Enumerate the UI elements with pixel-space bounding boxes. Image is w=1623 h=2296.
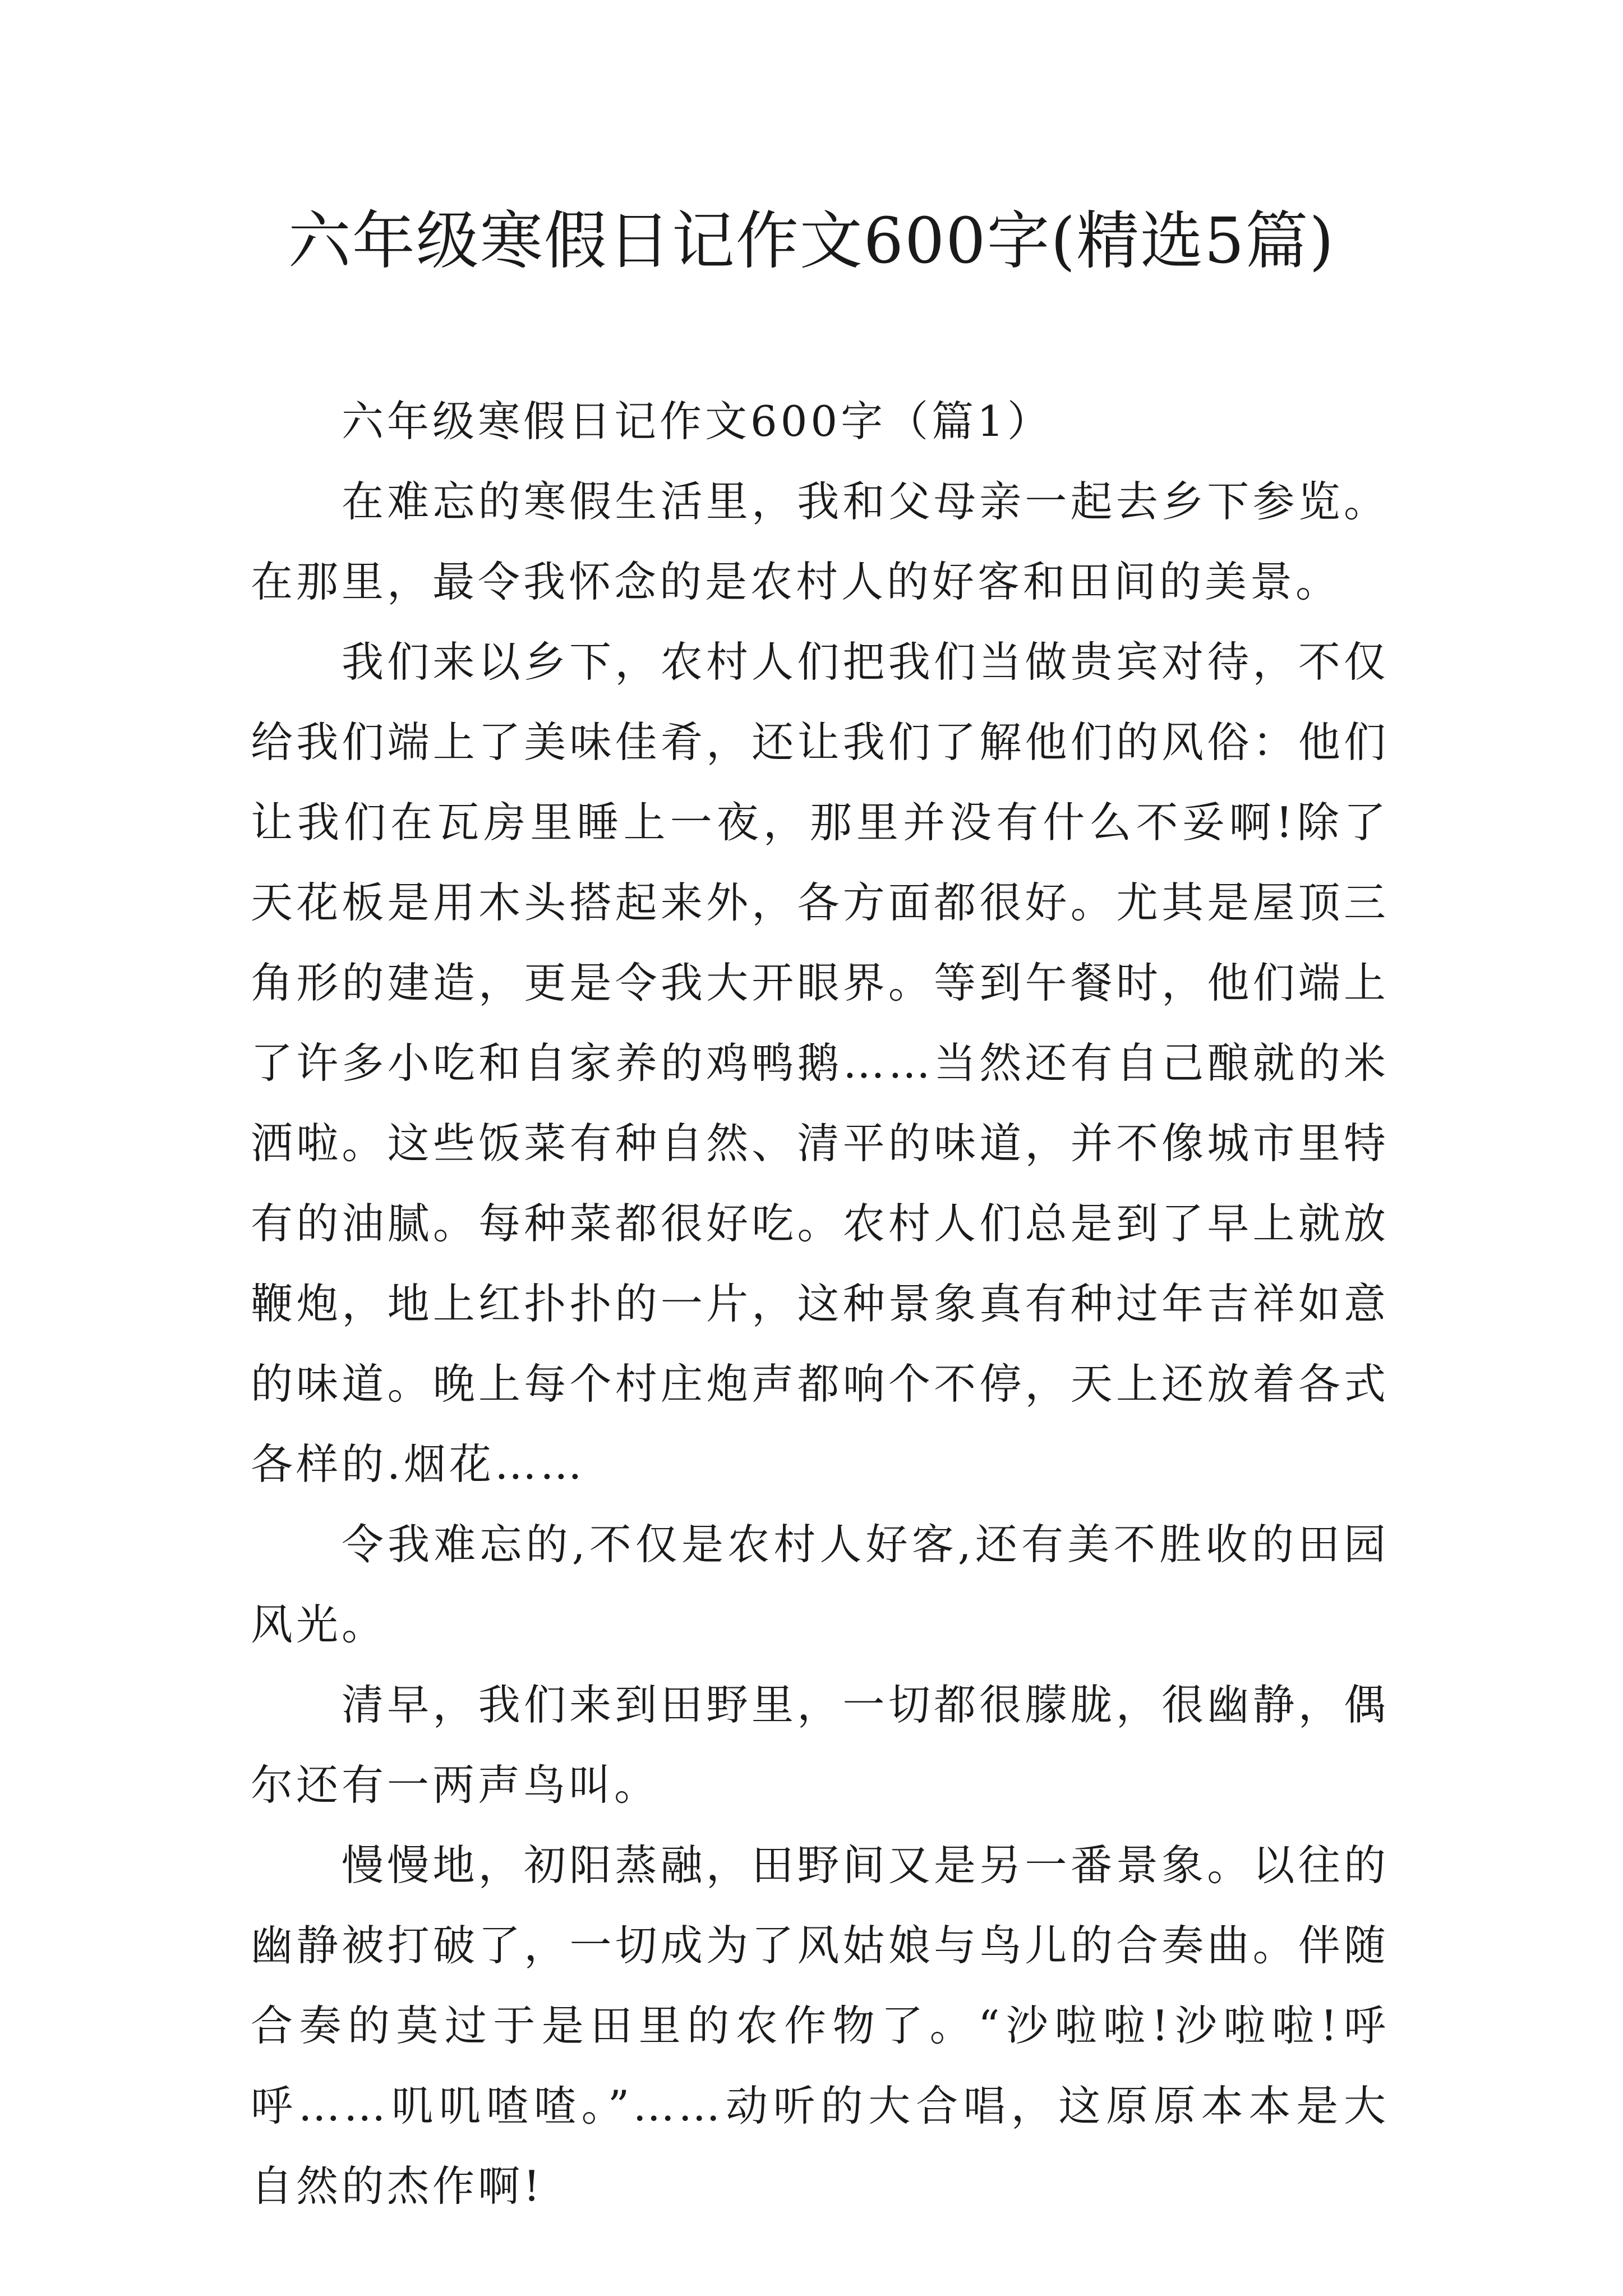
paragraph: 在难忘的寒假生活里，我和父母亲一起去乡下参览。在那里，最令我怀念的是农村人的好客和田间的美景。 bbox=[251, 477, 1389, 606]
section-heading: 六年级寒假日记作文600字（篇1） bbox=[342, 397, 1053, 446]
paragraph: 清早，我们来到田野里，一切都很朦胧，很幽静，偶尔还有一两声鸟叫。 bbox=[251, 1680, 1389, 1810]
document-title: 六年级寒假日记作文600字(精选5篇) bbox=[288, 205, 1335, 278]
document-body bbox=[251, 381, 1389, 2226]
paragraph: 我们来以乡下，农村人们把我们当做贵宾对待，不仅给我们端上了美味佳肴，还让我们了解他们的风俗：他们让我们在瓦房里睡上一夜，那里并没有什么不妥啊!除了天花板是用木头搭起来外，各方面都很好。尤其是屋顶三角形的建造，更是令我大开眼界。等到午餐时，他们端上了许多小吃和自家养的鸡鸭鹅……当然还有自己酿就的米洒啦。这些饭菜有种自然、清平的味道，并不像城市里特有的油腻。每种菜都很好吃。农村人们总是到了早上就放鞭炮，地上红扑扑的一片，这种景象真有种过年吉祥如意的味道。晚上每个村庄炮声都响个不停，天上还放着各式各样的.烟花…… bbox=[251, 637, 1389, 1489]
paragraph: 令我难忘的,不仅是农村人好客,还有美不胜收的田园风光。 bbox=[251, 1520, 1389, 1649]
paragraph: 慢慢地，初阳蒸融，田野间又是另一番景象。以往的幽静被打破了，一切成为了风姑娘与鸟儿的合奏曲。伴随合奏的莫过于是田里的农作物了。“沙啦啦!沙啦啦!呼呼……叽叽喳喳。”……动听的大合唱，这原原本本是大自然的杰作啊! bbox=[251, 1841, 1389, 2211]
